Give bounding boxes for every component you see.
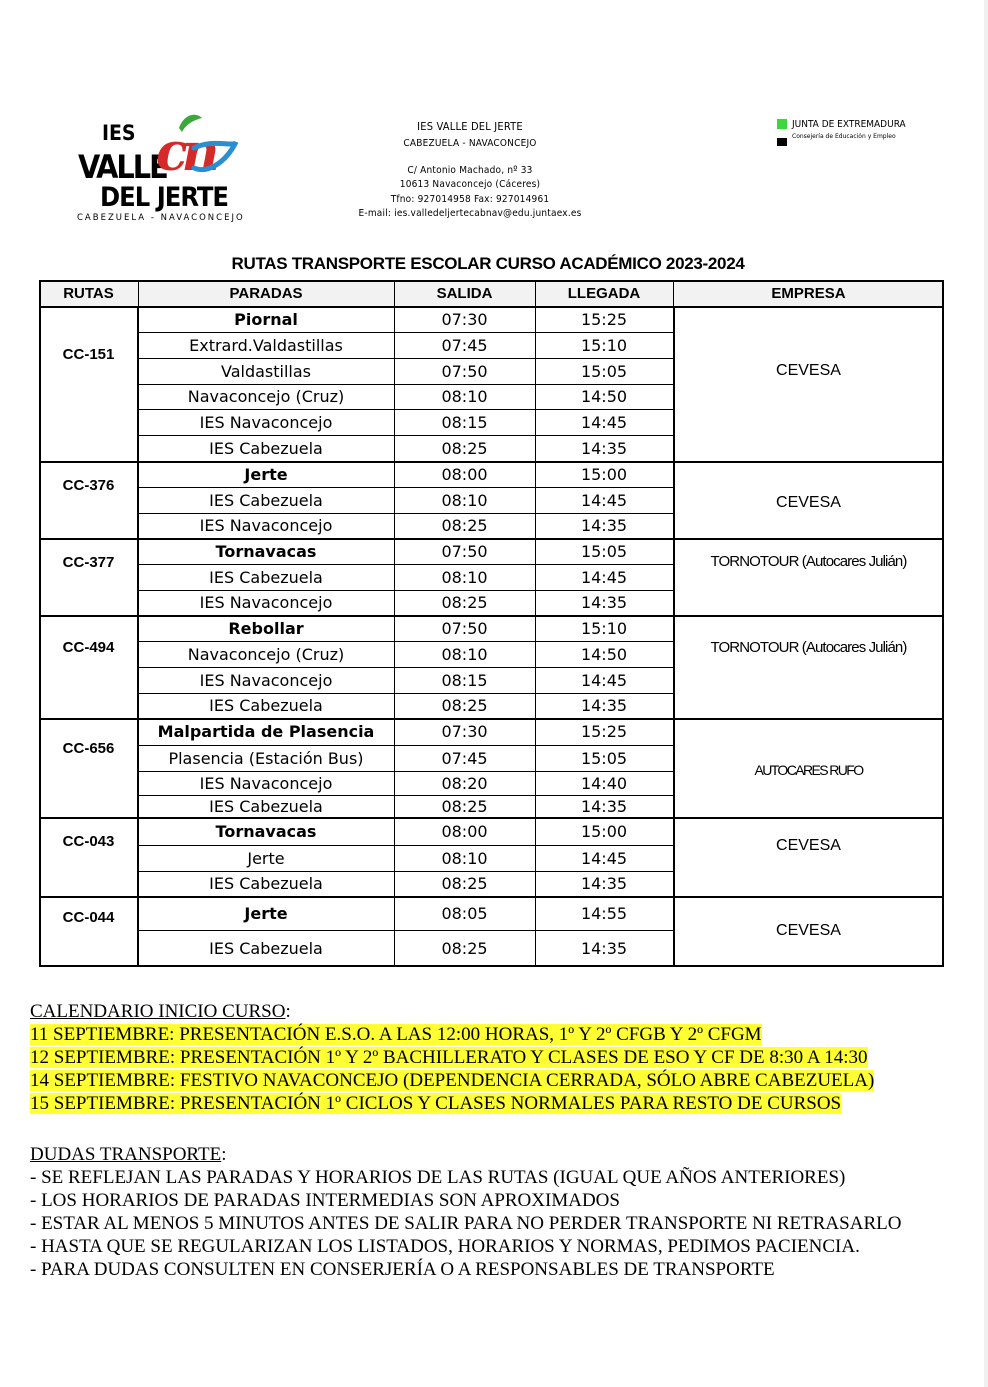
logo-tagline: CABEZUELA - NAVACONCEJO xyxy=(77,213,245,223)
departure-time: 08:00 xyxy=(441,464,488,484)
departure-time: 07:30 xyxy=(441,309,488,329)
stop-name: Piornal xyxy=(234,309,298,329)
school-name: IES VALLE DEL JERTE xyxy=(417,120,523,133)
stop-name: IES Cabezuela xyxy=(209,938,323,958)
arrival-time: 15:00 xyxy=(580,464,628,484)
table-rule-h xyxy=(138,513,673,514)
arrival-time: 14:35 xyxy=(580,696,628,715)
stop-name: IES Navaconcejo xyxy=(199,670,333,690)
table-rule-h xyxy=(138,667,673,668)
arrival-time: 14:35 xyxy=(580,516,628,535)
arrival-time: 15:05 xyxy=(580,361,628,381)
company-name: CEVESA xyxy=(776,837,841,854)
table-rule-v xyxy=(673,718,675,817)
arrival-time: 14:45 xyxy=(580,490,628,510)
company-name: CEVESA xyxy=(776,494,841,511)
junta-logo xyxy=(776,118,936,148)
route-id: CC-376 xyxy=(62,476,115,494)
table-rule-v xyxy=(535,461,536,538)
logo-ies: IES xyxy=(102,121,136,145)
stop-name: IES Cabezuela xyxy=(209,796,323,816)
table-rule-h xyxy=(138,930,673,931)
table-rule-h xyxy=(39,896,944,898)
table-rule-h xyxy=(39,538,944,540)
school-phone: Tfno: 927014958 Fax: 927014961 xyxy=(390,194,550,205)
arrival-time: 14:45 xyxy=(580,670,628,690)
table-rule-v xyxy=(673,817,675,896)
table-rule-v xyxy=(673,461,675,538)
table-rule-v xyxy=(535,718,536,817)
logo-valle: VALLE xyxy=(78,148,167,186)
table-rule-v xyxy=(137,896,139,966)
transport-line: - ESTAR AL MENOS 5 MINUTOS ANTES DE SALIR PARA NO PERDER TRANSPORTE NI RETRASARLO xyxy=(30,1213,902,1234)
header-departure: SALIDA xyxy=(436,284,493,302)
stop-name: Valdastillas xyxy=(221,361,311,381)
departure-time: 07:50 xyxy=(441,361,488,381)
table-rule-v xyxy=(394,280,395,306)
table-rule-h xyxy=(39,461,944,463)
stop-name: Tornavacas xyxy=(215,541,317,561)
calendar-colon: : xyxy=(285,1001,291,1022)
transport-section xyxy=(30,1143,901,1281)
route-id: CC-494 xyxy=(62,638,115,656)
departure-time: 07:45 xyxy=(441,748,488,768)
arrival-time: 15:00 xyxy=(580,821,628,841)
stop-name: Jerte xyxy=(244,464,288,484)
table-rule-v xyxy=(137,538,139,615)
table-rule-v xyxy=(673,615,675,718)
company-name: TORNOTOUR (Autocares Julián) xyxy=(710,552,907,570)
green-square-icon xyxy=(777,119,787,129)
departure-time: 08:25 xyxy=(441,796,488,816)
header-stops: PARADAS xyxy=(229,284,303,302)
table-rule-h xyxy=(138,693,673,694)
table-rule-v xyxy=(137,817,139,896)
departure-time: 08:20 xyxy=(441,773,488,793)
stop-name: IES Navaconcejo xyxy=(199,412,333,432)
stop-name: IES Cabezuela xyxy=(209,696,323,715)
company-name: CEVESA xyxy=(776,922,841,939)
departure-time: 08:25 xyxy=(441,696,488,715)
transport-colon: : xyxy=(221,1144,227,1165)
school-postal: 10613 Navaconcejo (Cáceres) xyxy=(399,179,541,190)
arrival-time: 14:35 xyxy=(580,938,628,958)
table-rule-v xyxy=(535,538,536,615)
arrival-time: 14:35 xyxy=(580,593,628,612)
departure-time: 08:10 xyxy=(441,387,488,406)
table-rule-v xyxy=(394,896,395,966)
calendar-line: 11 SEPTIEMBRE: PRESENTACIÓN E.S.O. A LAS 12:00 HORAS, 1º Y 2º CFGB Y 2º CFGM xyxy=(30,1024,762,1045)
table-rule-v xyxy=(394,461,395,538)
route-id: CC-377 xyxy=(62,553,115,571)
arrival-time: 14:45 xyxy=(580,567,628,587)
arrival-time: 14:40 xyxy=(580,773,628,793)
departure-time: 08:25 xyxy=(441,438,488,458)
table-rule-v xyxy=(138,280,139,306)
stop-name: Plasencia (Estación Bus) xyxy=(168,748,364,768)
arrival-time: 14:45 xyxy=(580,412,628,432)
company-name: CEVESA xyxy=(776,362,841,379)
departure-time: 08:10 xyxy=(441,490,488,510)
page-title: RUTAS TRANSPORTE ESCOLAR CURSO ACADÉMICO 2023-2024 xyxy=(231,254,745,273)
arrival-time: 15:05 xyxy=(580,541,628,561)
school-place: CABEZUELA - NAVACONCEJO xyxy=(403,138,537,149)
arrival-time: 14:55 xyxy=(580,903,628,923)
table-rule-v xyxy=(673,896,675,966)
arrival-time: 15:05 xyxy=(580,748,628,768)
arrival-time: 15:25 xyxy=(580,309,628,329)
stop-name: Navaconcejo (Cruz) xyxy=(187,387,345,406)
header-routes: RUTAS xyxy=(63,284,114,302)
stop-name: IES Cabezuela xyxy=(209,874,323,893)
departure-time: 08:10 xyxy=(441,644,488,664)
school-logo xyxy=(76,108,246,224)
table-rule-v xyxy=(137,615,139,718)
table-rule-v xyxy=(137,718,139,817)
departure-time: 08:15 xyxy=(441,670,488,690)
calendar-line: 14 SEPTIEMBRE: FESTIVO NAVACONCEJO (DEPENDENCIA CERRADA, SÓLO ABRE CABEZUELA) xyxy=(30,1070,875,1091)
departure-time: 08:15 xyxy=(441,412,488,432)
table-rule-h xyxy=(39,817,944,819)
calendar-heading: CALENDARIO INICIO CURSO xyxy=(30,1001,286,1022)
calendar-section xyxy=(30,1000,874,1115)
table-rule-h xyxy=(39,615,944,617)
school-address: C/ Antonio Machado, nº 33 xyxy=(407,165,533,176)
route-id: CC-043 xyxy=(62,833,115,850)
arrival-time: 14:50 xyxy=(580,644,628,664)
routes-table xyxy=(39,280,944,966)
calendar-line: 15 SEPTIEMBRE: PRESENTACIÓN 1º CICLOS Y CLASES NORMALES PARA RESTO DE CURSOS xyxy=(30,1093,842,1114)
table-rule-v xyxy=(137,461,139,538)
table-rule-v xyxy=(535,817,536,896)
table-rule-v xyxy=(394,718,395,817)
transport-line: - LOS HORARIOS DE PARADAS INTERMEDIAS SON APROXIMADOS xyxy=(30,1190,620,1211)
arrival-time: 14:35 xyxy=(580,438,628,458)
arrival-time: 14:45 xyxy=(580,848,628,868)
stop-name: Malpartida de Plasencia xyxy=(157,722,375,741)
departure-time: 07:30 xyxy=(441,722,488,741)
stop-name: IES Navaconcejo xyxy=(199,593,333,612)
table-rule-v xyxy=(535,615,536,718)
table-rule-v xyxy=(535,306,536,461)
table-rule-v xyxy=(394,615,395,718)
table-rule-h xyxy=(138,641,673,642)
departure-time: 08:25 xyxy=(441,516,488,535)
logo-cn: cn xyxy=(156,122,214,183)
arrival-time: 14:50 xyxy=(580,387,628,406)
departure-time: 08:10 xyxy=(441,567,488,587)
stop-name: IES Cabezuela xyxy=(209,567,323,587)
table-rule-h xyxy=(138,487,673,488)
table-rule-h xyxy=(138,435,673,436)
arrival-time: 14:35 xyxy=(580,796,628,816)
departure-time: 08:00 xyxy=(441,821,488,841)
company-name: AUTOCARES RUFO xyxy=(754,762,863,778)
route-id: CC-044 xyxy=(62,909,115,926)
table-rule-h xyxy=(138,409,673,410)
departure-time: 08:10 xyxy=(441,848,488,868)
transport-line: - HASTA QUE SE REGULARIZAN LOS LISTADOS, HORARIOS Y NORMAS, PEDIMOS PACIENCIA. xyxy=(30,1236,860,1257)
departure-time: 07:50 xyxy=(441,541,488,561)
table-rule-h xyxy=(39,280,944,282)
departure-time: 07:50 xyxy=(441,618,488,638)
junta-name: JUNTA DE EXTREMADURA xyxy=(792,119,906,130)
header-company: EMPRESA xyxy=(771,284,846,302)
arrival-time: 14:35 xyxy=(580,874,628,893)
table-rule-h xyxy=(138,871,673,872)
stop-name: Rebollar xyxy=(228,618,304,638)
table-rule-v xyxy=(394,538,395,615)
table-rule-v xyxy=(394,306,395,461)
table-rule-v xyxy=(535,896,536,966)
route-id: CC-656 xyxy=(62,740,115,757)
transport-line: - SE REFLEJAN LAS PARADAS Y HORARIOS DE LAS RUTAS (IGUAL QUE AÑOS ANTERIORES) xyxy=(30,1167,846,1188)
school-email: E-mail: ies.valledeljertecabnav@edu.juntaex.es xyxy=(358,208,582,219)
arrival-time: 15:10 xyxy=(580,335,628,355)
table-rule-h xyxy=(138,771,673,772)
table-rule-v xyxy=(394,817,395,896)
stop-name: Extrard.Valdastillas xyxy=(189,335,343,355)
table-rule-h xyxy=(138,358,673,359)
table-rule-h xyxy=(138,332,673,333)
stop-name: IES Navaconcejo xyxy=(199,516,333,535)
departure-time: 08:25 xyxy=(441,938,488,958)
transport-line: - PARA DUDAS CONSULTEN EN CONSERJERÍA O A RESPONSABLES DE TRANSPORTE xyxy=(30,1259,775,1280)
table-rule-v xyxy=(673,306,675,461)
transport-heading: DUDAS TRANSPORTE xyxy=(30,1144,222,1165)
arrival-time: 15:25 xyxy=(580,722,628,741)
departure-time: 07:45 xyxy=(441,335,488,355)
table-rule-h xyxy=(138,745,673,746)
company-name: TORNOTOUR (Autocares Julián) xyxy=(710,638,907,656)
junta-dept: Consejería de Educación y Empleo xyxy=(792,133,896,140)
stop-name: IES Cabezuela xyxy=(209,490,323,510)
table-rule-h xyxy=(138,590,673,591)
stop-name: Jerte xyxy=(247,848,285,868)
arrival-time: 15:10 xyxy=(580,618,628,638)
stop-name: IES Navaconcejo xyxy=(199,773,333,793)
black-square-icon xyxy=(777,138,787,146)
table-rule-h xyxy=(138,564,673,565)
stop-name: Tornavacas xyxy=(215,821,317,841)
table-rule-v xyxy=(137,306,139,461)
table-rule-v xyxy=(673,538,675,615)
table-rule-v xyxy=(673,280,674,306)
departure-time: 08:25 xyxy=(441,593,488,612)
stop-name: Navaconcejo (Cruz) xyxy=(187,644,345,664)
stop-name: IES Cabezuela xyxy=(209,438,323,458)
page-edge xyxy=(984,0,988,1387)
calendar-line: 12 SEPTIEMBRE: PRESENTACIÓN 1º Y 2º BACHILLERATO Y CLASES DE ESO Y CF DE 8:30 A 14:30 xyxy=(30,1047,868,1068)
stop-name: Jerte xyxy=(244,903,288,923)
table-rule-h xyxy=(39,718,944,720)
departure-time: 08:25 xyxy=(441,874,488,893)
departure-time: 08:05 xyxy=(441,903,488,923)
table-rule-h xyxy=(138,795,673,796)
logo-del-jerte: DEL JERTE xyxy=(100,182,228,213)
table-rule-h xyxy=(138,384,673,385)
table-rule-v xyxy=(535,280,536,306)
header-arrival: LLEGADA xyxy=(567,284,641,302)
table-rule-h xyxy=(138,845,673,846)
route-id: CC-151 xyxy=(62,345,115,363)
